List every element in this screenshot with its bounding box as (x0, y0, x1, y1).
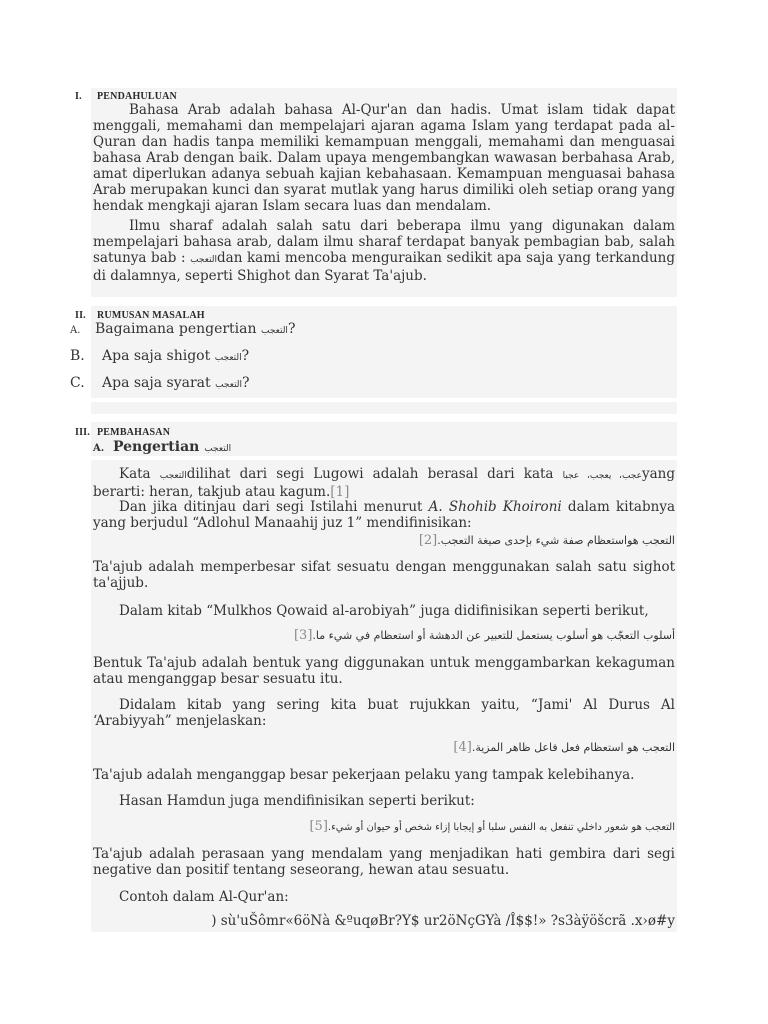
quran-verse-garbled: ) sù'uŠômr«6öNà &ºuqøBr?Y$ ur2öNçGYà /Î$$!» ?s3àÿöšcrã .x›ø#y (211, 913, 675, 929)
question-item (70, 348, 249, 364)
footnote-link[interactable]: [5] (309, 819, 328, 834)
question-label: A. (70, 325, 81, 336)
subsection-title: Pengertian (113, 439, 205, 455)
text: Hasan Hamdun juga mendifinisikan seperti berikut: (119, 793, 475, 809)
arabic-definition-1 (419, 533, 675, 548)
section-heading-intro (75, 91, 177, 102)
paragraph-hasan (93, 793, 675, 809)
paragraph-istilahi (93, 499, 675, 531)
text: dalam kitabnya yang berjudul “Adlohul Manaahij juz 1” mendifinisikan: (93, 499, 675, 531)
question-mark: ? (287, 321, 296, 337)
paragraph-explanation-2 (93, 655, 675, 687)
author-name: A. Shohib Khoironi (428, 499, 562, 515)
subsection-heading (93, 439, 231, 455)
paragraph-mulkhos (93, 603, 675, 619)
text: Dalam kitab “Mulkhos Qowaid al-arobiyah” juga didifinisikan seperti berikut, (119, 603, 649, 619)
question-mark: ? (241, 348, 250, 364)
section-number: III. (75, 427, 90, 438)
arabic-term: التعجب (260, 326, 288, 336)
footnote-link[interactable]: [3] (293, 628, 313, 643)
text: yang berarti: heran, takjub atau kagum. (93, 466, 675, 500)
arabic-definition-3 (453, 740, 675, 755)
paragraph-jami (93, 697, 675, 729)
question-mark: ? (242, 375, 250, 391)
arabic-definition-2 (294, 628, 675, 643)
subsection-label: A. (93, 443, 105, 454)
footnote-link[interactable]: [2] (418, 533, 438, 548)
section-heading-pembahasan (75, 427, 170, 438)
text: Dan jika ditinjau dari segi Istilahi menurut (119, 499, 429, 515)
arabic-text: التعجب هواستعظام صفة شيء بإحدى صيغة التعجب. (437, 534, 675, 547)
section-number: I. (75, 91, 82, 102)
section-heading-rumusan (75, 310, 205, 321)
arabic-term: التعجب (215, 380, 243, 390)
question-text: Apa saja syarat (102, 375, 216, 391)
arabic-text: التعجب هو استعظام فعل فاعل ظاهر المزية. (471, 741, 675, 754)
arabic-term: التعجب (214, 353, 242, 363)
intro-paragraph-1 (93, 102, 675, 214)
arabic-text: أسلوب التعجّب هو أسلوب يستعمل للتعبير عن الدهشة أو استعظام في شيء ما. (312, 629, 675, 642)
paragraph-contoh (93, 889, 675, 905)
text: Bentuk Ta'ajub adalah bentuk yang diggunakan untuk menggambarkan kekaguman atau menganggap besar sesuatu itu. (93, 655, 675, 687)
question-label: B. (70, 348, 85, 364)
arabic-definition-4 (309, 819, 675, 834)
text: Didalam kitab yang sering kita buat rujukkan yaitu, “Jami' Al Durus Al ‘Arabiyyah” menjelaskan: (93, 697, 675, 729)
text: dilihat dari segi Lugowi adalah berasal dari kata (186, 466, 563, 482)
paragraph-explanation-3 (93, 767, 675, 783)
intro-paragraph-2-text-a: Ilmu sharaf adalah salah satu dari beberapa ilmu yang digunakan dalam mempelajari bahasa arab, dalam ilmu sharaf terdapat banyak pembagian bab, salah satunya bab : (93, 218, 675, 266)
question-text: Apa saja shigot (102, 348, 215, 364)
intro-paragraph-2 (93, 218, 675, 284)
section-title: RUMUSAN MASALAH (97, 310, 205, 321)
section-title: PENDAHULUAN (97, 91, 177, 102)
text: Ta'ajub adalah perasaan yang mendalam yang menjadikan hati gembira dari segi negative dan positif tentang seseorang, hewan atau sesuatu. (93, 846, 675, 878)
section-number: II. (75, 310, 86, 321)
paragraph-kata (93, 466, 675, 500)
arabic-term: التعجب (190, 255, 218, 265)
paragraph-explanation-1 (93, 559, 675, 591)
intro-paragraph-2-text-b: dan kami mencoba menguraikan sedikit apa saja yang terkandung di dalamnya, seperti Shighot dan Syarat Ta'ajub. (93, 250, 675, 284)
text: Ta'ajub adalah menganggap besar pekerjaan pelaku yang tampak kelebihanya. (93, 767, 635, 783)
footnote-link[interactable]: [1] (330, 484, 350, 500)
text: Kata (119, 466, 160, 482)
text: Contoh dalam Al-Qur'an: (119, 889, 289, 905)
paragraph-explanation-4 (93, 846, 675, 878)
intro-paragraph-1-text: Bahasa Arab adalah bahasa Al-Qur'an dan hadis. Umat islam tidak dapat menggali, memahami dan mempelajari ajaran agama Islam yang terdapat pada al-Quran dan hadis tanpa memiliki kemampuan menggali, memahami dan menguasai bahasa Arab dengan baik. Dalam upaya mengembangkan wawasan berbahasa Arab, amat diperlukan adanya sebuah kajian kebahasaan. Kemampuan menguasai bahasa Arab merupakan kunci dan syarat mutlak yang harus dimiliki oleh setiap orang yang hendak mengkaji ajaran Islam secara luas dan mendalam. (93, 102, 675, 214)
arabic-text: التعجب هو شعور داخلي تنفعل به النفس سلبا أو إيجابا إزاء شخص أو حيوان أو شيء. (327, 822, 675, 833)
footnote-link[interactable]: [4] (453, 740, 472, 755)
text: Ta'ajub adalah memperbesar sifat sesuatu dengan menggunakan salah satu sighot ta'ajjub. (93, 559, 675, 591)
rumusan-spacer-block (91, 402, 677, 414)
question-item (70, 321, 295, 337)
arabic-term: عجب، يعجب، عجبا (562, 471, 642, 481)
question-item (70, 375, 250, 391)
section-title: PEMBAHASAN (97, 427, 171, 438)
question-text: Bagaimana pengertian (95, 321, 261, 337)
arabic-term: التعجب (159, 471, 187, 481)
question-label: C. (70, 375, 85, 391)
arabic-term: التعجب (204, 444, 232, 454)
